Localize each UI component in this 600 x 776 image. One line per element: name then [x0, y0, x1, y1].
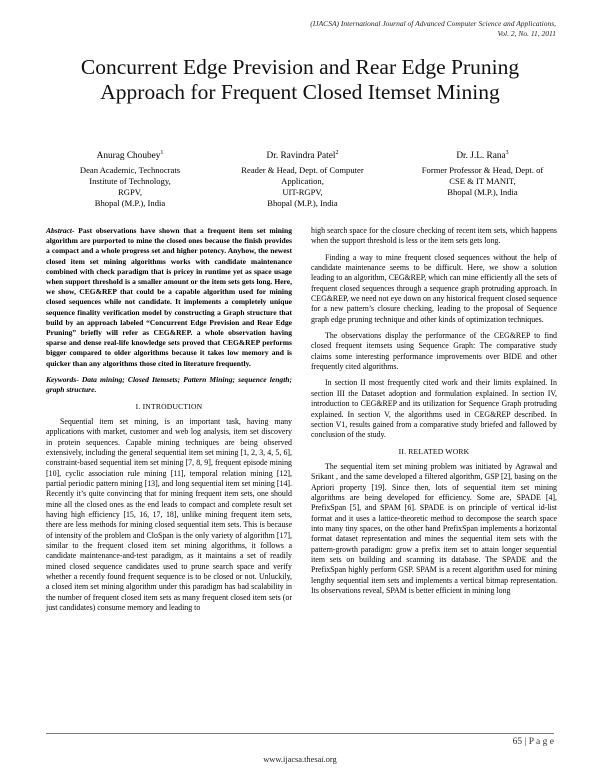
abstract: [46, 226, 292, 369]
author-block-1: [50, 148, 210, 209]
author-block-3: [400, 148, 565, 198]
paper-title-line-1: Concurrent Edge Prevision and Rear Edge Pruning: [80, 55, 520, 79]
author-block-2: [210, 148, 395, 209]
author-affiliation-line: CSE & IT MANIT,: [449, 176, 516, 187]
left-column: [46, 226, 292, 619]
abstract-text: Past observations have shown that a frequent item set mining algorithm are purported to mine the closed ones because the finish provides a compact and a whole progress set and higher potency. Anyhow, the newest closed item set mining algorithms works with candidate maintenance combined with check paradigm that is pricey in runtime yet as space usage when support threshold is a smaller amount or the item sets gets long. Here, we show, CEG&REP that could be a capable algorithm used for mining closed sequences while not candidate. It implements a completely unique sequence finality verification model by constructing a Graph structure that build by an approach labeled “Concurrent Edge Prevision and Rear Edge Pruning” briefly will refer as CEG&REP. a whole observation having sparse and dense real-life knowledge sets proved that CEG&REP performs bigger compared to older algorithms because it takes low memory and is quicker than any algorithms those cited in literature frequently.: [46, 226, 292, 368]
author-affiliation-line: Institute of Technology,: [89, 176, 171, 187]
author-affiliation-line: Bhopal (M.P.), India: [94, 198, 166, 209]
footer-url: www.ijacsa.thesai.org: [263, 755, 337, 764]
journal-volume: Vol. 2, No. 11, 2011: [497, 29, 556, 38]
body-paragraph: In section II most frequently cited work and their limits explained. In section III the Dataset adoption and formulation explained. In section IV, introduction to CEG&REP and its utilization for Sequence Graph protruding explained. In section V, the algorithms used in CEG&REP described. In section V1, results gained from a comparative study briefed and fallowed by conclusion of the study.: [311, 378, 557, 440]
author-affiliation-line: UIT-RGPV,: [282, 187, 323, 198]
author-affiliation-line: Reader & Head, Dept. of Computer: [241, 165, 364, 176]
author-affiliation-line: RGPV,: [118, 187, 142, 198]
footer-divider: [46, 733, 554, 734]
section-heading-related-work: II. RELATED WORK: [398, 446, 470, 456]
author-affiliation-line: Bhopal (M.P.), India: [267, 198, 338, 209]
paper-title: [30, 55, 570, 105]
keywords: Keywords- Data mining; Closed Itemsets; Pattern Mining; sequence length; graph structure.: [46, 374, 292, 395]
paper-title-line-2: Approach for Frequent Closed Itemset Mining: [100, 80, 500, 104]
author-affiliation-line: Application,: [281, 176, 324, 187]
section-heading-introduction: I. INTRODUCTION: [135, 401, 203, 411]
author-affiliation-line: Former Professor & Head, Dept. of: [421, 165, 544, 176]
abstract-label: Abstract-: [46, 226, 75, 235]
body-paragraph: The observations display the performance of the CEG&REP to find closed frequent itemsets using Sequence Graph: The comparative study claims some interesting performance improvements over BIDE and other frequently cited algorithms.: [311, 331, 557, 372]
journal-running-head: [226, 19, 556, 39]
author-affiliation-line: Bhopal (M.P.), India: [447, 187, 518, 198]
body-paragraph: The sequential item set mining problem was initiated by Agrawal and Srikant , and the same developed a filtered algorithm, GSP [2], basing on the Apriori property [19]. Since then, lots of sequential item set mining algorithms are being developed for efficiency. Some are, SPADE [4], PrefixSpan [5], and SPAM [6]. SPADE is on principle of vertical id-list format and it uses a lattice-theoretic method to decompose the search space into many tiny spaces, on the other hand PrefixSpan implements a horizontal format dataset representation and mines the sequential item sets with the pattern-growth paradigm: grow a prefix item set to attain longer sequential item sets on building and scanning its database. The SPADE and the PrefixSpan highly perform GSP. SPAM is a recent algorithm used for mining lengthy sequential item sets and implements a vertical bitmap representation. Its observations reveal, SPAM is better efficient in mining long: [311, 461, 557, 595]
author-name: Dr. Ravindra Patel$^2$: [266, 150, 339, 162]
author-affiliation-line: Dean Academic, Technocrats: [79, 165, 181, 176]
right-column: [311, 226, 557, 602]
body-paragraph: Sequential item set mining, is an important task, having many applications with market, customer and web log analysis, item set discovery in protein sequences. Capable mining techniques are being observed extensively, including the general sequential item set mining [1, 2, 3, 4, 5, 6], constraint-based sequential item set mining [7, 8, 9], frequent episode mining [10], cyclic association rule mining [11], temporal relation mining [12], partial periodic pattern mining [13], and long sequential item set mining [14]. Recently it’s quite convincing that for mining frequent item sets, one should mine all the closed ones as the end leads to compact and complete result set having high efficiency [15, 16, 17, 18], unlike mining frequent item sets, there are less methods for mining closed sequential item sets. This is because of intensity of the problem and CloSpan is the only variety of algorithm [17], similar to the frequent closed item set mining algorithms, it follows a candidate maintenance-and-test paradigm, as it maintains a set of readily mined closed sequence candidates used to prune search space and verify whether a recently found frequent sequence is to be closed or not. Unluckily, a closed item set mining algorithm under this paradigm has bad scalability in the number of frequent closed item sets as many frequent closed item sets (or just candidates) consume memory and leading to: [46, 416, 292, 613]
body-paragraph: Finding a way to mine frequent closed sequences without the help of candidate maintenance seems to be difficult. Here, we show a solution leading to an algorithm, CEG&REP, which can mine efficiently all the sets of frequent closed sequences through a sequence graph protruding approach. In CEG&REP, we need not eye down on any historical frequent closed sequence for a new pattern’s closure checking, leading to the proposal of Sequence graph edge pruning technique and other kinds of optimization techniques.: [311, 252, 557, 324]
journal-name: (IJACSA) International Journal of Advanced Computer Science and Applications,: [310, 19, 556, 28]
author-name: Anurag Choubey$^1$: [96, 150, 164, 162]
page-number: 65 | P a g e: [512, 737, 554, 747]
body-paragraph: high search space for the closure checking of recent item sets, which happens when the support threshold is less or the item sets gets long.: [311, 226, 557, 246]
author-name: Dr. J.L. Rana$^3$: [456, 150, 509, 162]
